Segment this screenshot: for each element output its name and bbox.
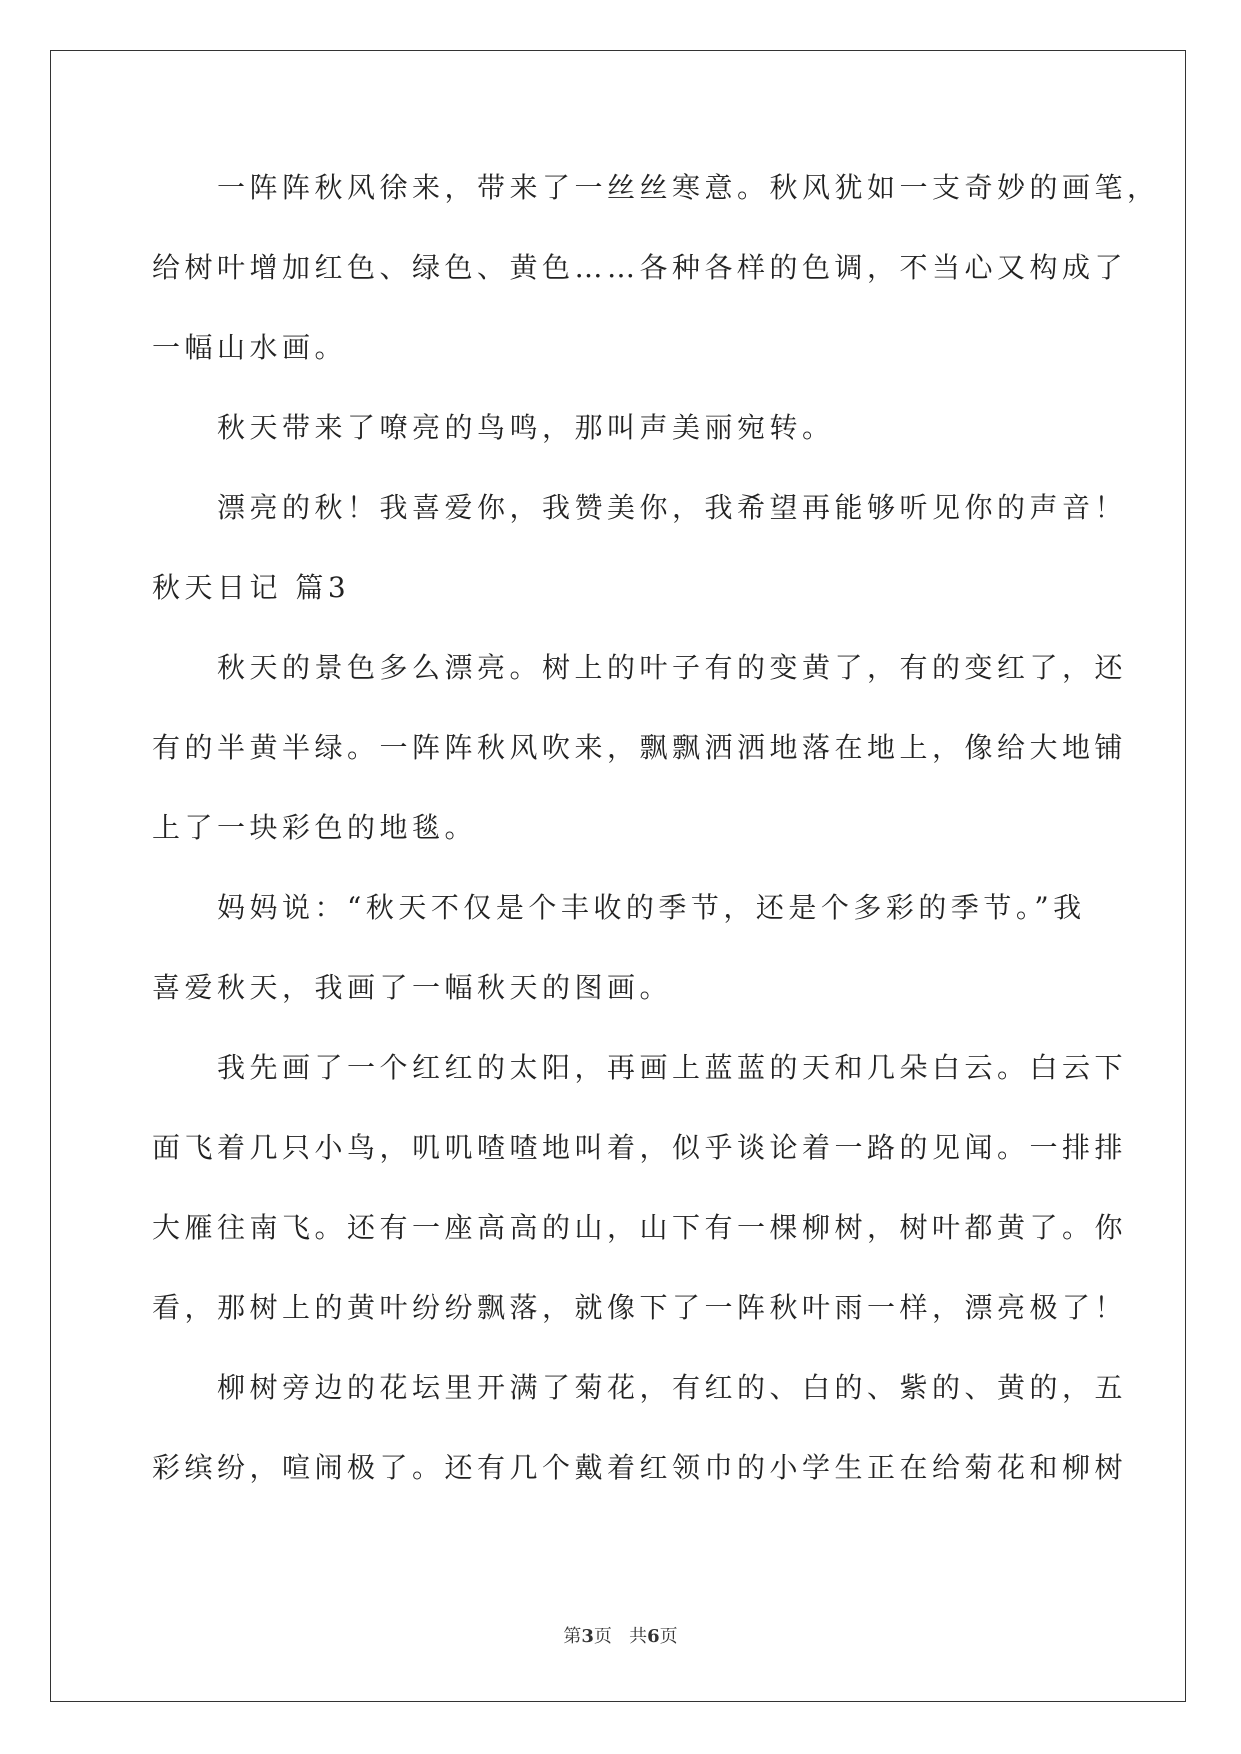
section-heading: 秋天日记 篇3 bbox=[152, 571, 351, 604]
paragraph-line: 我先画了一个红红的太阳，再画上蓝蓝的天和几朵白云。白云下 bbox=[217, 1051, 1128, 1084]
paragraph-line: 喜爱秋天，我画了一幅秋天的图画。 bbox=[152, 971, 673, 1004]
paragraph-line: 上了一块彩色的地毯。 bbox=[152, 811, 478, 844]
paragraph-line: 看，那树上的黄叶纷纷飘落，就像下了一阵秋叶雨一样，漂亮极了！ bbox=[152, 1291, 1128, 1324]
paragraph-line: 大雁往南飞。还有一座高高的山，山下有一棵柳树，树叶都黄了。你 bbox=[152, 1211, 1128, 1244]
page-number-current: 3 bbox=[581, 1626, 594, 1647]
paragraph-line: 秋天带来了嘹亮的鸟鸣，那叫声美丽宛转。 bbox=[217, 411, 835, 444]
paragraph-line: 柳树旁边的花坛里开满了菊花，有红的、白的、紫的、黄的，五 bbox=[217, 1371, 1128, 1404]
document-body bbox=[152, 148, 1160, 1508]
paragraph-line: 给树叶增加红色、绿色、黄色……各种各样的色调，不当心又构成了 bbox=[152, 251, 1128, 284]
page-number-suffix: 页 bbox=[659, 1626, 678, 1647]
paragraph-line: 漂亮的秋！我喜爱你，我赞美你，我希望再能够听见你的声音！ bbox=[217, 491, 1128, 524]
paragraph-line: 一幅山水画。 bbox=[152, 331, 348, 364]
paragraph-line: 妈妈说：“秋天不仅是个丰收的季节，还是个多彩的季节。”我 bbox=[217, 891, 1086, 924]
page-number-prefix: 第 bbox=[563, 1626, 582, 1647]
page-number-mid: 页 共 bbox=[593, 1626, 648, 1647]
paragraph-line: 面飞着几只小鸟，叽叽喳喳地叫着，似乎谈论着一路的见闻。一排排 bbox=[152, 1131, 1128, 1164]
page-footer bbox=[0, 1622, 1241, 1648]
page-number-total: 6 bbox=[647, 1626, 660, 1647]
paragraph-line: 一阵阵秋风徐来，带来了一丝丝寒意。秋风犹如一支奇妙的画笔， bbox=[217, 171, 1160, 204]
paragraph-line: 有的半黄半绿。一阵阵秋风吹来，飘飘洒洒地落在地上，像给大地铺 bbox=[152, 731, 1128, 764]
paragraph-line: 彩缤纷，喧闹极了。还有几个戴着红领巾的小学生正在给菊花和柳树 bbox=[152, 1451, 1128, 1484]
paragraph-line: 秋天的景色多么漂亮。树上的叶子有的变黄了，有的变红了，还 bbox=[217, 651, 1128, 684]
